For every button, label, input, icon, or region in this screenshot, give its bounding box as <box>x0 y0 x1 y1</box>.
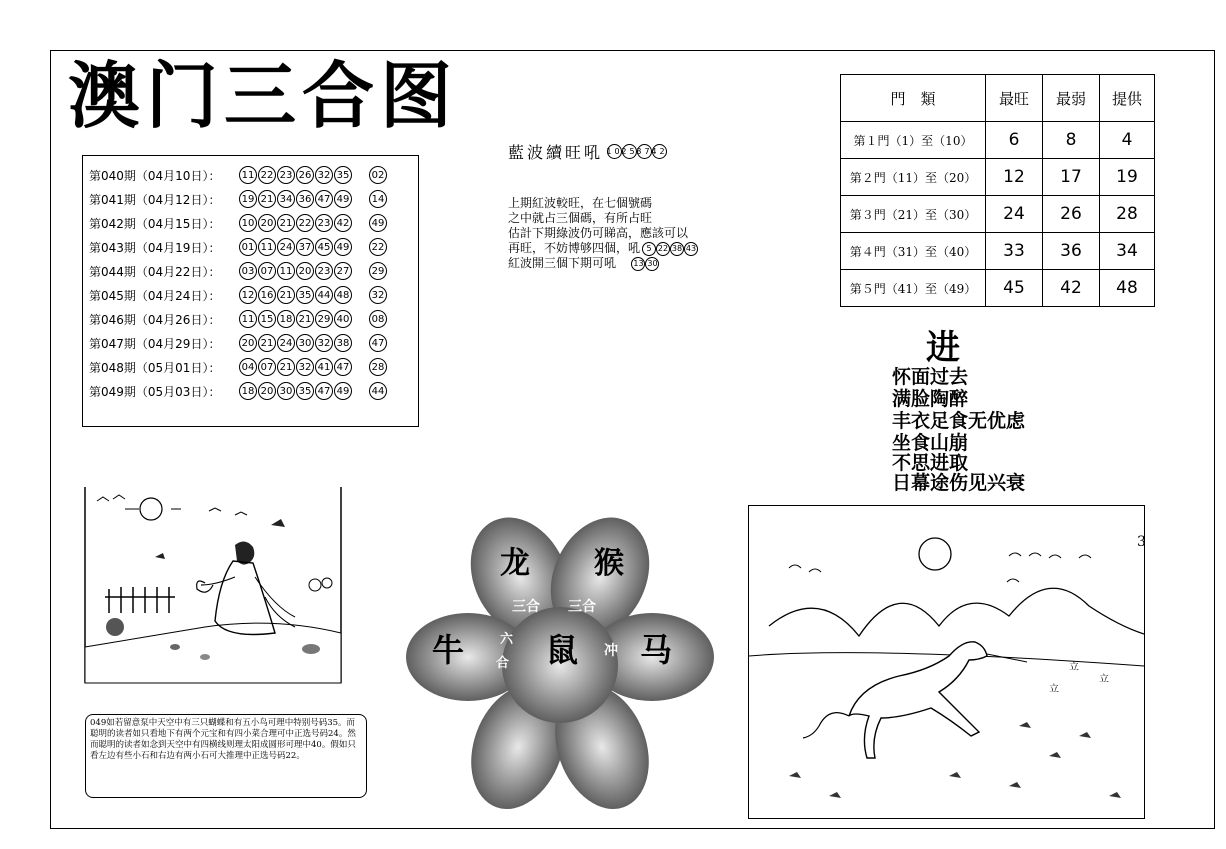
group-range-cell: 第３門（21）至（30） <box>841 196 986 233</box>
header-group: 門 類 <box>841 75 986 122</box>
hot-number-cell: 33 <box>986 233 1043 270</box>
zodiac-horse: 马 <box>640 631 673 669</box>
drawn-number: 15 <box>258 310 276 328</box>
tip-number-cell: 48 <box>1100 270 1155 307</box>
drawn-number: 30 <box>277 382 295 400</box>
drawn-number: 10 <box>239 214 257 232</box>
draw-period: 第048期（05月01日）： <box>89 360 221 375</box>
group-range-cell: 第１門（1）至（10） <box>841 122 986 159</box>
drawn-number: 18 <box>277 310 295 328</box>
drawn-number: 49 <box>334 382 352 400</box>
cold-number-cell: 8 <box>1043 122 1100 159</box>
special-number: 32 <box>369 286 387 304</box>
draw-numbers <box>239 166 352 184</box>
drawn-number: 21 <box>277 214 295 232</box>
draw-period: 第046期（04月26日）： <box>89 312 221 327</box>
drawn-number: 11 <box>277 262 295 280</box>
circled-number: 38 <box>670 242 684 256</box>
drawn-number: 35 <box>296 286 314 304</box>
circled-number: 22 <box>656 242 670 256</box>
drawn-number: 49 <box>334 190 352 208</box>
drawn-number: 11 <box>258 238 276 256</box>
poem-line-3: 丰衣足食无优虑 <box>892 410 1026 432</box>
table-row <box>841 122 1155 159</box>
tip-number-cell: 28 <box>1100 196 1155 233</box>
drawn-number: 01 <box>239 238 257 256</box>
group-range-cell: 第２門（11）至（20） <box>841 159 986 196</box>
poem-line-2: 满脸陶醉 <box>892 388 969 410</box>
drawn-number: 37 <box>296 238 314 256</box>
liuhe-label-top: 六 <box>500 632 514 647</box>
drawn-number: 23 <box>315 262 333 280</box>
drawn-number: 29 <box>315 310 333 328</box>
draw-period: 第041期（04月12日）： <box>89 192 221 207</box>
special-number: 44 <box>369 382 387 400</box>
drawn-number: 22 <box>258 166 276 184</box>
draw-period: 第049期（05月03日）： <box>89 384 221 399</box>
drawn-number: 07 <box>258 358 276 376</box>
drawn-number: 03 <box>239 262 257 280</box>
liuhe-label-bottom: 合 <box>496 656 510 671</box>
cold-number-cell: 42 <box>1043 270 1100 307</box>
draw-numbers <box>239 286 352 304</box>
draw-row <box>89 380 390 402</box>
drawn-number: 40 <box>334 310 352 328</box>
special-number: 28 <box>369 358 387 376</box>
circled-number: 42 <box>652 144 667 159</box>
drawn-number: 47 <box>315 190 333 208</box>
svg-text:3: 3 <box>1137 534 1146 550</box>
draw-numbers <box>239 262 352 280</box>
table-row <box>841 233 1155 270</box>
draw-row <box>89 260 390 282</box>
circled-number: 37 <box>637 144 652 159</box>
drawn-number: 21 <box>277 358 295 376</box>
draw-row <box>89 332 390 354</box>
cold-number-cell: 17 <box>1043 159 1100 196</box>
draw-period: 第040期（04月10日）： <box>89 168 221 183</box>
drawn-number: 07 <box>258 262 276 280</box>
draw-row <box>89 188 390 210</box>
drawn-number: 49 <box>334 238 352 256</box>
poem-heading: 进 <box>926 328 960 368</box>
blue-wave-title: 藍波續旺吼 <box>508 143 604 162</box>
drawn-number: 27 <box>334 262 352 280</box>
draw-row <box>89 284 390 306</box>
group-range-cell: 第４門（31）至（40） <box>841 233 986 270</box>
drawn-number: 21 <box>258 190 276 208</box>
drawn-number: 24 <box>277 238 295 256</box>
draw-period: 第042期（04月15日）： <box>89 216 221 231</box>
drawn-number: 12 <box>239 286 257 304</box>
tip-number-cell: 4 <box>1100 122 1155 159</box>
draw-numbers <box>239 382 352 400</box>
drawn-number: 24 <box>277 334 295 352</box>
draw-row <box>89 356 390 378</box>
draw-numbers <box>239 190 352 208</box>
drawn-number: 26 <box>296 166 314 184</box>
drawn-number: 32 <box>296 358 314 376</box>
special-number: 08 <box>369 310 387 328</box>
zodiac-rat: 鼠 <box>546 631 579 669</box>
poem-line-6: 日幕途伤见兴衰 <box>892 472 1026 494</box>
drawn-number: 47 <box>315 382 333 400</box>
farming-woman-illustration <box>85 487 343 683</box>
header-tip: 提供 <box>1100 75 1155 122</box>
drawn-number: 32 <box>315 334 333 352</box>
drawn-number: 32 <box>315 166 333 184</box>
drawn-number: 38 <box>334 334 352 352</box>
zodiac-monkey: 猴 <box>594 546 624 581</box>
draw-period: 第044期（04月22日）： <box>89 264 221 279</box>
page-title: 澳门三合图 <box>68 54 459 138</box>
svg-text:立: 立 <box>1049 684 1059 695</box>
hint-note: 049如若留意泵中天空中有三只蝴蝶和有五小鸟可理中特别号码35。而聪明的读者如只看地下有两个元宝和有四小菜合理可中正选号码24。然而聪明的读者如念到天空中有四横线则理太阳成圆形可理中40。假如只看左边有些小石和右边有两小石可大推理中正选号码22。 <box>85 714 367 798</box>
drawn-number: 23 <box>315 214 333 232</box>
special-number: 47 <box>369 334 387 352</box>
svg-text:立: 立 <box>1099 674 1109 685</box>
drawn-number: 22 <box>296 214 314 232</box>
drawn-number: 20 <box>258 214 276 232</box>
drawn-number: 35 <box>334 166 352 184</box>
circled-number: 13 <box>631 257 645 271</box>
drawn-number: 21 <box>258 334 276 352</box>
table-row <box>841 270 1155 307</box>
drawn-number: 19 <box>239 190 257 208</box>
tip-number-cell: 19 <box>1100 159 1155 196</box>
blue-line-5-text: 紅波開三個下期可吼 <box>508 256 617 270</box>
drawn-number: 30 <box>296 334 314 352</box>
cold-number-cell: 26 <box>1043 196 1100 233</box>
drawn-number: 36 <box>296 190 314 208</box>
svg-text:立: 立 <box>1069 662 1079 673</box>
hot-number-cell: 6 <box>986 122 1043 159</box>
special-number: 49 <box>369 214 387 232</box>
cold-number-cell: 36 <box>1043 233 1100 270</box>
draw-numbers <box>239 238 352 256</box>
blue-wave-heading <box>508 140 667 163</box>
group-stats-table <box>840 74 1155 307</box>
drawn-number: 42 <box>334 214 352 232</box>
header-cold: 最弱 <box>1043 75 1100 122</box>
hot-number-cell: 45 <box>986 270 1043 307</box>
draw-numbers <box>239 358 352 376</box>
blue-wave-text <box>508 196 768 271</box>
circled-number: 43 <box>684 242 698 256</box>
circled-number: 30 <box>645 257 659 271</box>
drawn-number: 47 <box>334 358 352 376</box>
draw-row <box>89 212 390 234</box>
drawn-number: 23 <box>277 166 295 184</box>
draw-row <box>89 164 390 186</box>
header-hot: 最旺 <box>986 75 1043 122</box>
poem-line-1: 怀面过去 <box>892 366 969 388</box>
blue-wave-title-numbers <box>607 144 667 159</box>
blue-line-4-text: 再旺，不妨博够四個，吼 <box>508 241 641 255</box>
group-range-cell: 第５門（41）至（49） <box>841 270 986 307</box>
table-row <box>841 159 1155 196</box>
draw-history-box <box>82 155 419 427</box>
drawn-number: 34 <box>277 190 295 208</box>
table-row <box>841 196 1155 233</box>
draw-numbers <box>239 214 352 232</box>
special-number: 22 <box>369 238 387 256</box>
drawn-number: 20 <box>239 334 257 352</box>
tip-number-cell: 34 <box>1100 233 1155 270</box>
blue-line-4 <box>508 241 768 256</box>
blue-line-5 <box>508 256 768 271</box>
hot-number-cell: 24 <box>986 196 1043 233</box>
drawn-number: 16 <box>258 286 276 304</box>
drawn-number: 18 <box>239 382 257 400</box>
chong-label: 冲 <box>604 643 618 659</box>
blue-line-2: 之中就占三個碼，有所占旺 <box>508 211 653 225</box>
draw-row <box>89 308 390 330</box>
drawn-number: 20 <box>258 382 276 400</box>
blue-line-3: 估計下期綠波仍可睇高，應該可以 <box>508 226 689 240</box>
draw-numbers <box>239 310 352 328</box>
circled-number: 25 <box>622 144 637 159</box>
blue-line-1: 上期紅波較旺，在七個號碼 <box>508 196 653 210</box>
poem-line-5: 不思进取 <box>892 452 969 474</box>
draw-period: 第045期（04月24日）： <box>89 288 221 303</box>
draw-period: 第043期（04月19日）： <box>89 240 221 255</box>
zodiac-flower-diagram <box>408 515 713 815</box>
drawn-number: 48 <box>334 286 352 304</box>
special-number: 29 <box>369 262 387 280</box>
zodiac-ox: 牛 <box>432 631 465 669</box>
table-header-row <box>841 75 1155 122</box>
poem-line-4: 坐食山崩 <box>892 432 969 454</box>
circled-number: 10 <box>607 144 622 159</box>
drawn-number: 20 <box>296 262 314 280</box>
drawn-number: 11 <box>239 310 257 328</box>
drawn-number: 44 <box>315 286 333 304</box>
circled-number: 5 <box>642 242 656 256</box>
drawn-number: 21 <box>296 310 314 328</box>
drawn-number: 41 <box>315 358 333 376</box>
sanhe-label-right: 三合 <box>568 599 596 615</box>
sanhe-label-left: 三合 <box>512 599 540 615</box>
horse-landscape-illustration <box>748 505 1145 819</box>
special-number: 14 <box>369 190 387 208</box>
drawn-number: 11 <box>239 166 257 184</box>
drawn-number: 45 <box>315 238 333 256</box>
drawn-number: 21 <box>277 286 295 304</box>
drawn-number: 04 <box>239 358 257 376</box>
draw-row <box>89 236 390 258</box>
special-number: 02 <box>369 166 387 184</box>
draw-numbers <box>239 334 352 352</box>
draw-period: 第047期（04月29日）： <box>89 336 221 351</box>
zodiac-dragon: 龙 <box>500 546 530 581</box>
hot-number-cell: 12 <box>986 159 1043 196</box>
drawn-number: 35 <box>296 382 314 400</box>
